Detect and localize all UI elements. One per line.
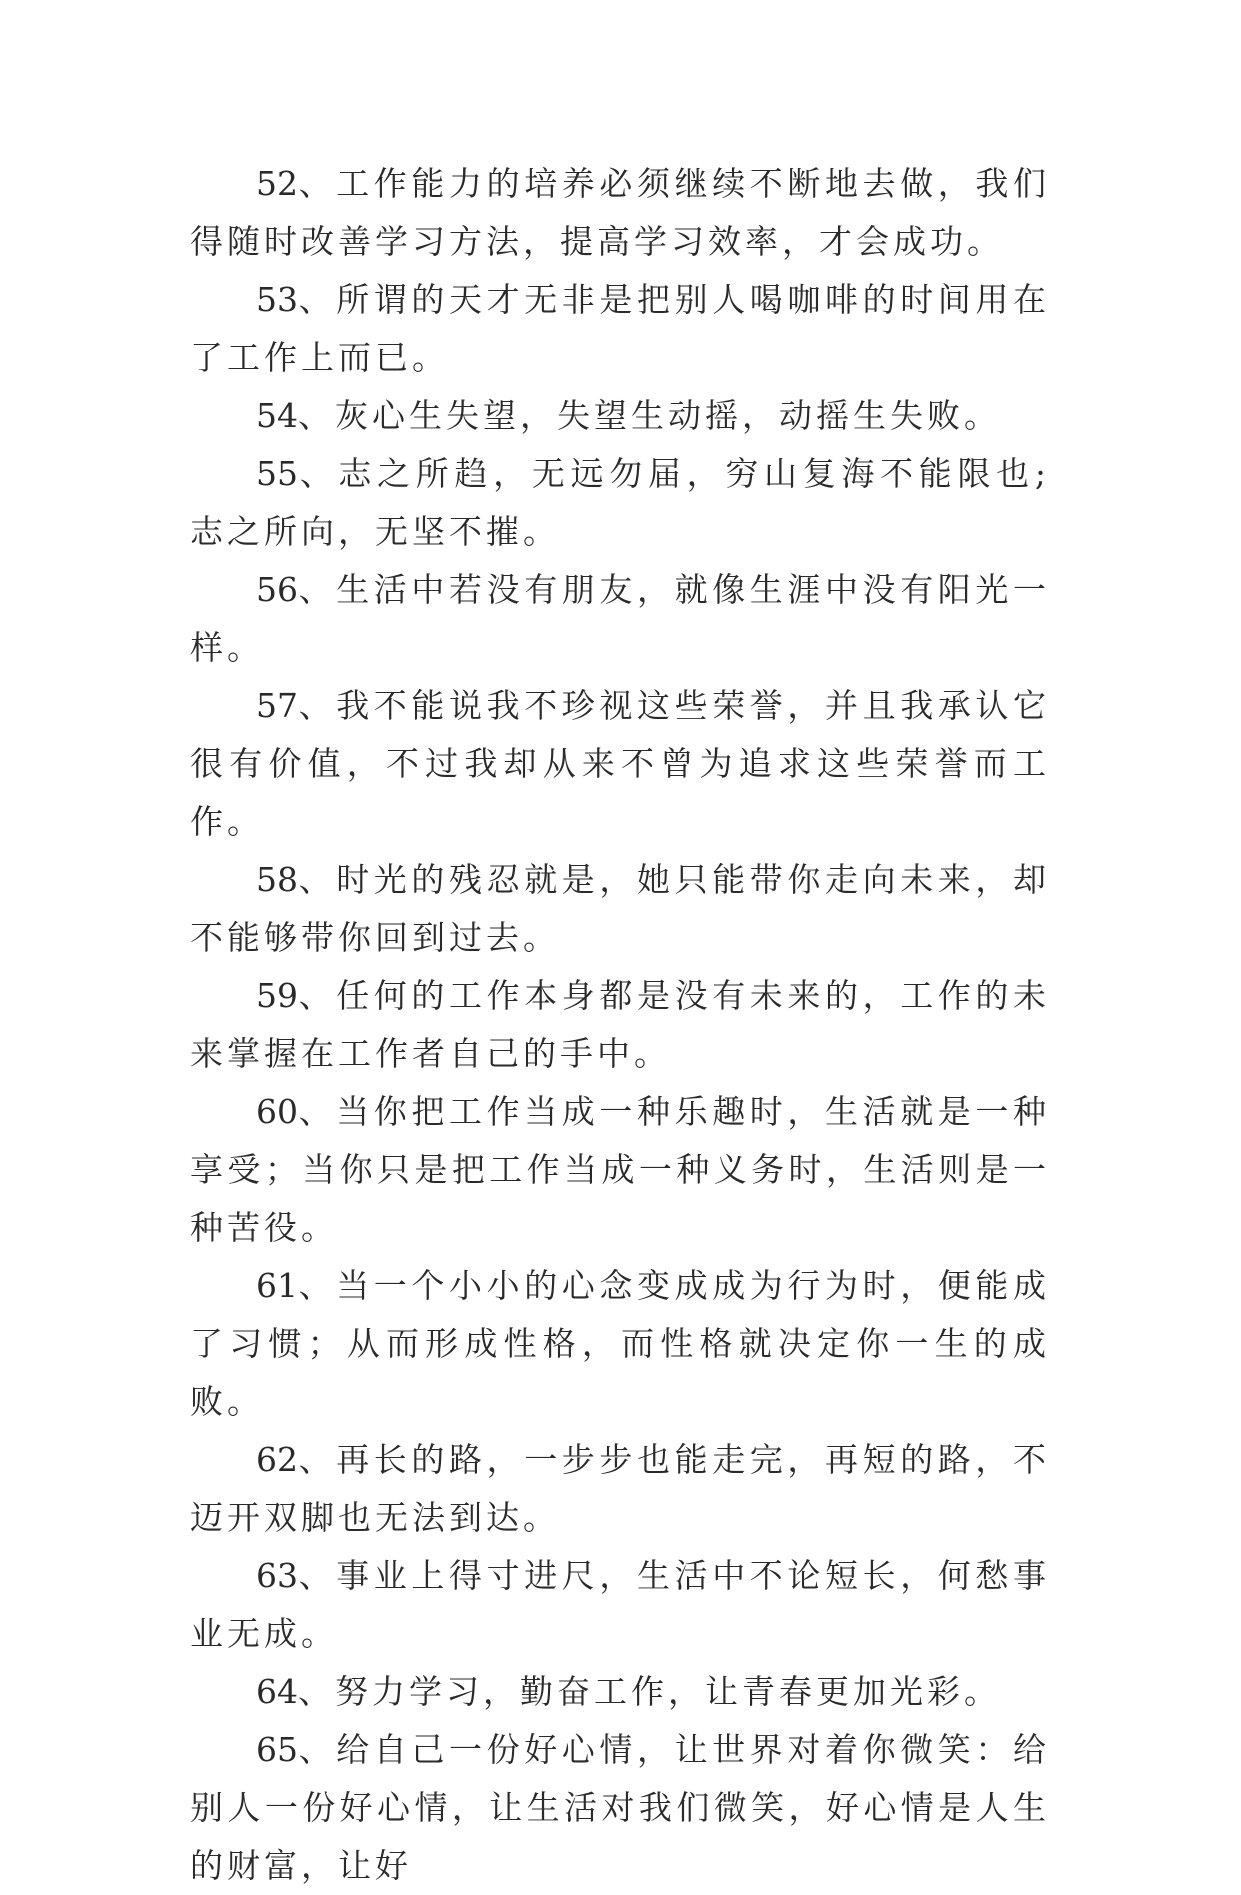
quote-paragraph-60	[190, 1083, 1050, 1257]
quote-number: 58	[256, 860, 298, 899]
quote-text: 、任何的工作本身都是没有未来的，工作的未来掌握在工作者自己的手中。	[190, 976, 1050, 1073]
quote-number: 55	[256, 454, 298, 493]
quote-text: 、事业上得寸进尺，生活中不论短长，何愁事业无成。	[190, 1556, 1050, 1653]
quote-text: 、时光的残忍就是，她只能带你走向未来，却不能够带你回到过去。	[190, 860, 1050, 957]
quote-number: 56	[256, 570, 298, 609]
quote-text: 、工作能力的培养必须继续不断地去做，我们得随时改善学习方法，提高学习效率，才会成功。	[190, 164, 1050, 261]
quote-paragraph-55	[190, 445, 1050, 561]
quote-number: 57	[256, 686, 298, 725]
quote-number: 59	[256, 976, 298, 1015]
quote-text: 、灰心生失望，失望生动摇，动摇生失败。	[298, 396, 1001, 435]
quote-paragraph-62	[190, 1431, 1050, 1547]
quote-number: 64	[256, 1672, 298, 1711]
quote-paragraph-52	[190, 155, 1050, 271]
quote-text: 、努力学习，勤奋工作，让青春更加光彩。	[298, 1672, 1001, 1711]
quote-text: 、志之所趋，无远勿届，穷山复海不能限也;志之所向，无坚不摧。	[190, 454, 1050, 551]
quote-text: 、给自己一份好心情，让世界对着你微笑：给别人一份好心情，让生活对我们微笑，好心情是人生的财富，让好	[190, 1730, 1050, 1885]
quote-paragraph-53	[190, 271, 1050, 387]
quote-number: 52	[256, 164, 298, 203]
quote-paragraph-61	[190, 1257, 1050, 1431]
quote-text: 、所谓的天才无非是把别人喝咖啡的时间用在了工作上而已。	[190, 280, 1050, 377]
quote-paragraph-64	[190, 1663, 1050, 1721]
quote-number: 53	[256, 280, 298, 319]
quote-number: 65	[256, 1730, 298, 1769]
quote-paragraph-57	[190, 677, 1050, 851]
quote-number: 62	[256, 1440, 298, 1479]
quote-text: 、生活中若没有朋友，就像生涯中没有阳光一样。	[190, 570, 1050, 667]
quote-paragraph-59	[190, 967, 1050, 1083]
quote-paragraph-58	[190, 851, 1050, 967]
quote-paragraph-63	[190, 1547, 1050, 1663]
quote-paragraph-54	[190, 387, 1050, 445]
quote-number: 60	[256, 1092, 298, 1131]
document-body	[190, 155, 1050, 1895]
quote-number: 61	[256, 1266, 298, 1305]
quote-paragraph-56	[190, 561, 1050, 677]
quote-text: 、再长的路，一步步也能走完，再短的路，不迈开双脚也无法到达。	[190, 1440, 1050, 1537]
quote-paragraph-65	[190, 1721, 1050, 1895]
quote-text: 、当一个小小的心念变成成为行为时，便能成了习惯；从而形成性格，而性格就决定你一生的成败。	[190, 1266, 1050, 1421]
quote-text: 、我不能说我不珍视这些荣誉，并且我承认它很有价值，不过我却从来不曾为追求这些荣誉而工作。	[190, 686, 1050, 841]
quote-number: 63	[256, 1556, 298, 1595]
quote-text: 、当你把工作当成一种乐趣时，生活就是一种享受；当你只是把工作当成一种义务时，生活则是一种苦役。	[190, 1092, 1050, 1247]
quote-number: 54	[256, 396, 298, 435]
